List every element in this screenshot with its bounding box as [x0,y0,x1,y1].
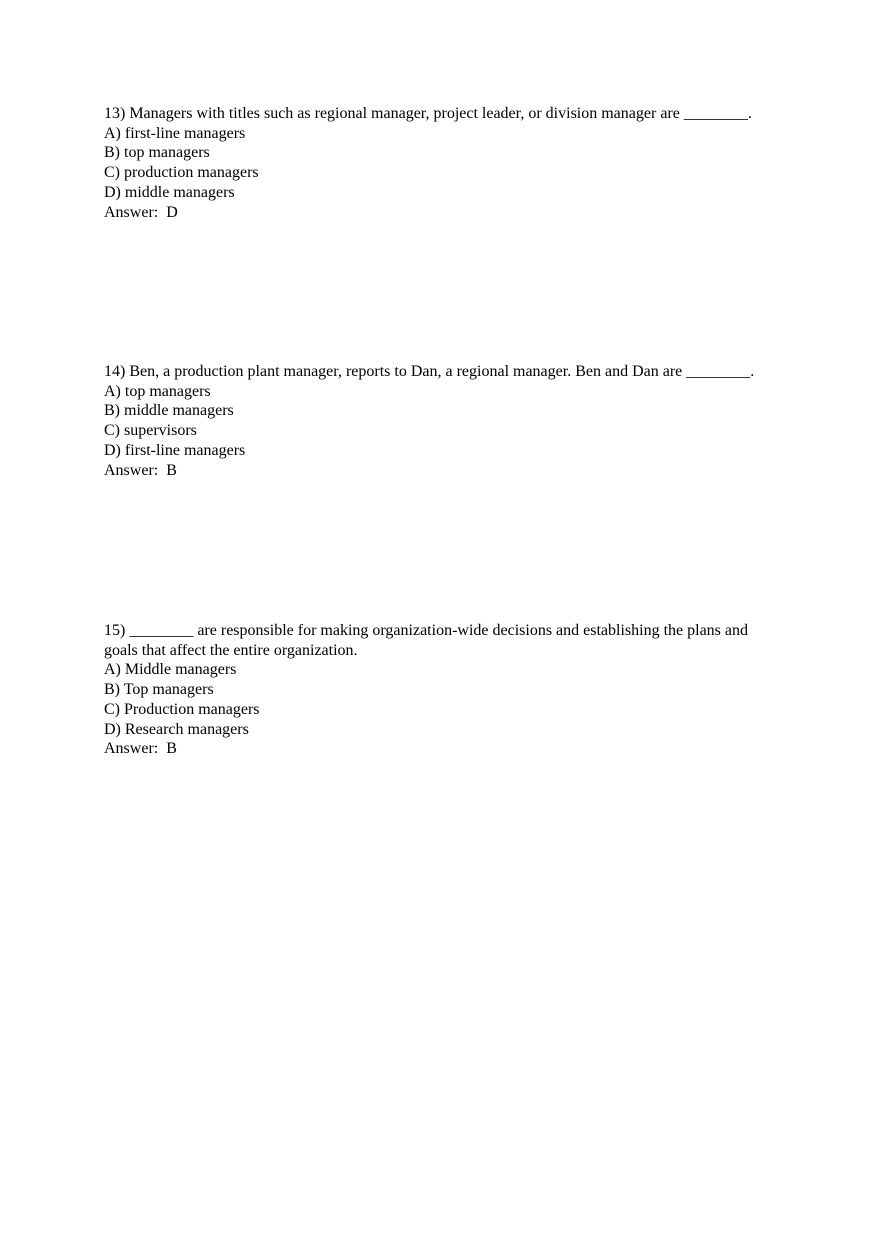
option-a: A) Middle managers [104,661,237,679]
option-a: A) top managers [104,382,211,400]
answer: Answer: D [104,203,178,221]
option-c: C) supervisors [104,422,197,440]
question-13 [104,104,784,222]
question-14 [104,362,784,480]
answer: Answer: B [104,740,177,758]
answer: Answer: B [104,461,177,479]
option-a: A) first-line managers [104,124,246,142]
question-stem: 14) Ben, a production plant manager, reports to Dan, a regional manager. Ben and Dan are ________. [104,363,755,380]
option-b: B) top managers [104,144,210,162]
option-b: B) middle managers [104,402,234,420]
question-15 [104,621,784,759]
option-b: B) Top managers [104,681,214,699]
question-stem: 15) ________ are responsible for making organization-wide decisions and establishing the plans and goals that affect the entire organization. [104,622,748,659]
option-d: D) middle managers [104,183,235,201]
option-d: D) Research managers [104,720,249,738]
option-d: D) first-line managers [104,441,246,459]
question-stem: 13) Managers with titles such as regional manager, project leader, or division manager are ________. [104,105,752,122]
option-c: C) production managers [104,164,259,182]
option-c: C) Production managers [104,700,260,718]
